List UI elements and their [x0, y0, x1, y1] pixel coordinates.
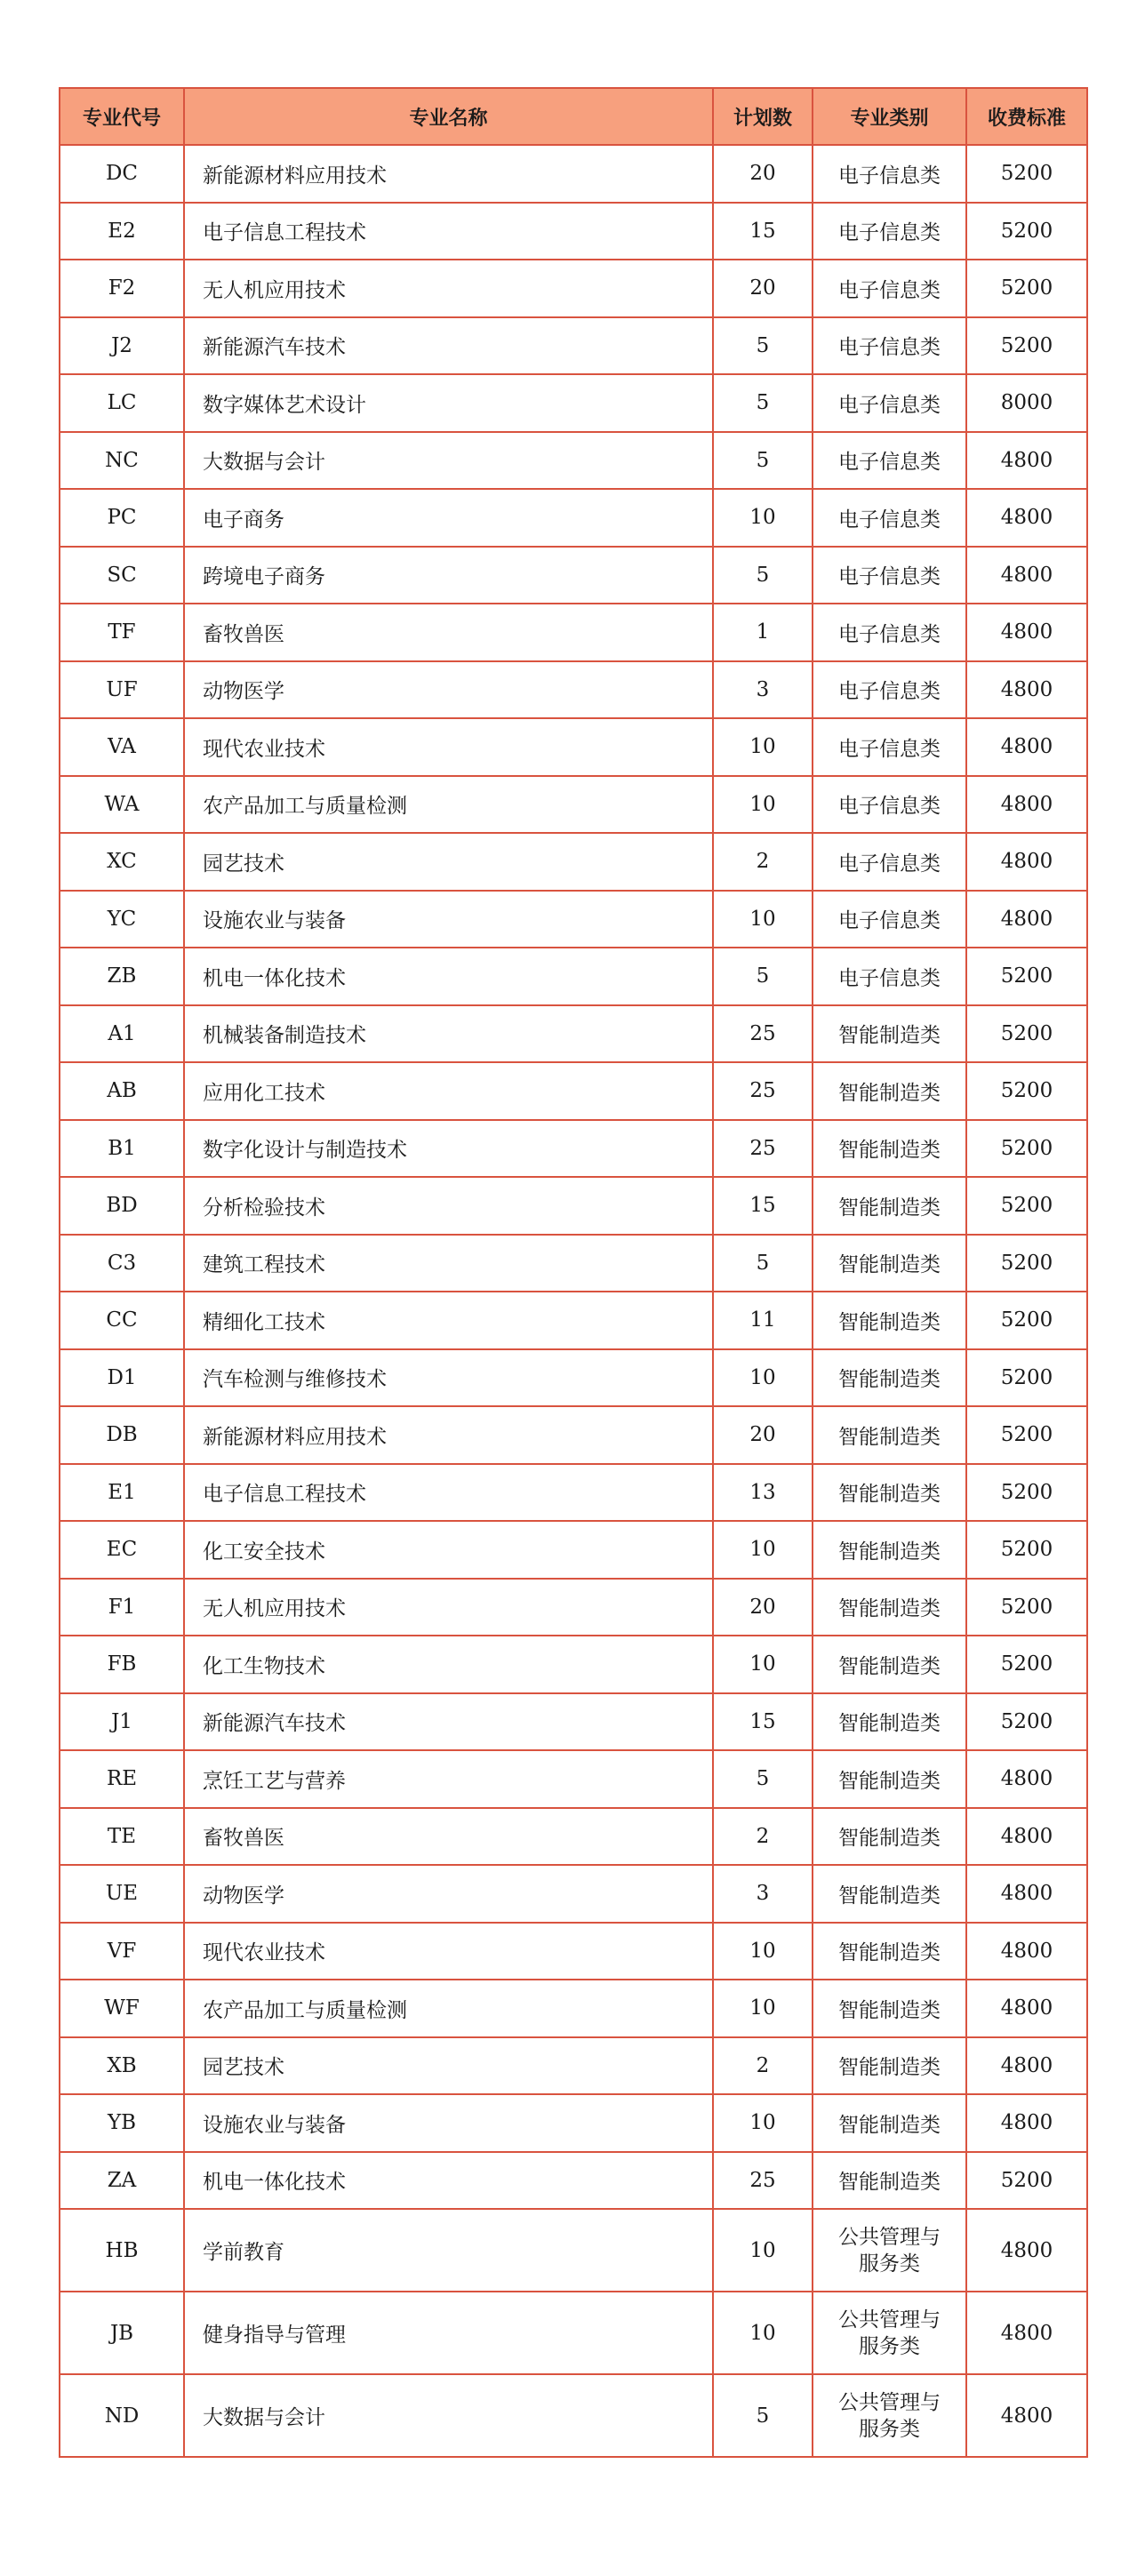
plan-count-cell: 10 — [713, 2292, 813, 2374]
category-cell: 智能制造类 — [813, 1808, 966, 1866]
major-code-cell: F1 — [60, 1579, 184, 1636]
plan-count-cell: 13 — [713, 1464, 813, 1522]
major-name-cell: 化工生物技术 — [184, 1636, 713, 1693]
plan-count-cell: 10 — [713, 776, 813, 834]
major-code-cell: TF — [60, 604, 184, 661]
table-row — [60, 2152, 1087, 2210]
plan-count-cell: 20 — [713, 1579, 813, 1636]
tuition-cell: 4800 — [966, 1808, 1087, 1866]
category-cell: 电子信息类 — [813, 833, 966, 891]
tuition-cell: 5200 — [966, 1406, 1087, 1464]
table-row — [60, 948, 1087, 1005]
major-code-cell: VF — [60, 1923, 184, 1980]
major-name-cell: 数字媒体艺术设计 — [184, 374, 713, 432]
major-name-cell: 数字化设计与制造技术 — [184, 1120, 713, 1178]
major-code-cell: FB — [60, 1636, 184, 1693]
category-cell: 智能制造类 — [813, 2152, 966, 2210]
major-code-cell: XC — [60, 833, 184, 891]
table-row — [60, 604, 1087, 661]
category-line-2: 服务类 — [859, 2334, 920, 2358]
category-cell: 智能制造类 — [813, 1120, 966, 1178]
table-row — [60, 1980, 1087, 2037]
category-cell: 智能制造类 — [813, 1923, 966, 1980]
category-line-1: 公共管理与 — [838, 2390, 941, 2414]
table-row — [60, 2209, 1087, 2292]
tuition-cell: 4800 — [966, 547, 1087, 604]
major-table-container — [59, 87, 1086, 2458]
plan-count-cell: 5 — [713, 948, 813, 1005]
major-name-cell: 跨境电子商务 — [184, 547, 713, 604]
plan-count-cell: 3 — [713, 661, 813, 719]
major-name-cell: 汽车检测与维修技术 — [184, 1349, 713, 1407]
tuition-cell: 5200 — [966, 1120, 1087, 1178]
category-cell: 电子信息类 — [813, 489, 966, 547]
category-cell — [813, 2292, 966, 2374]
category-cell: 智能制造类 — [813, 1177, 966, 1235]
major-code-cell: YB — [60, 2094, 184, 2152]
category-cell: 智能制造类 — [813, 2094, 966, 2152]
tuition-cell: 4800 — [966, 2292, 1087, 2374]
category-cell: 智能制造类 — [813, 1464, 966, 1522]
tuition-cell: 4800 — [966, 776, 1087, 834]
table-row — [60, 1292, 1087, 1349]
major-code-cell: JB — [60, 2292, 184, 2374]
major-code-cell: CC — [60, 1292, 184, 1349]
category-cell: 智能制造类 — [813, 1693, 966, 1751]
tuition-cell: 5200 — [966, 1693, 1087, 1751]
table-row — [60, 1349, 1087, 1407]
category-cell: 电子信息类 — [813, 374, 966, 432]
table-row — [60, 776, 1087, 834]
category-cell: 电子信息类 — [813, 776, 966, 834]
major-code-cell: UF — [60, 661, 184, 719]
plan-count-cell: 20 — [713, 145, 813, 203]
major-name-cell: 无人机应用技术 — [184, 1579, 713, 1636]
major-name-cell: 设施农业与装备 — [184, 2094, 713, 2152]
plan-count-cell: 25 — [713, 1120, 813, 1178]
tuition-cell: 5200 — [966, 1464, 1087, 1522]
major-code-cell: ND — [60, 2374, 184, 2457]
major-code-cell: SC — [60, 547, 184, 604]
major-name-cell: 大数据与会计 — [184, 2374, 713, 2457]
major-code-cell: E1 — [60, 1464, 184, 1522]
table-row — [60, 2037, 1087, 2095]
major-name-cell: 新能源汽车技术 — [184, 317, 713, 375]
major-code-cell: D1 — [60, 1349, 184, 1407]
table-row — [60, 203, 1087, 260]
major-code-cell: WF — [60, 1980, 184, 2037]
category-line-2: 服务类 — [859, 2252, 920, 2276]
major-name-cell: 建筑工程技术 — [184, 1235, 713, 1292]
plan-count-cell: 2 — [713, 833, 813, 891]
tuition-cell: 5200 — [966, 2152, 1087, 2210]
major-name-cell: 畜牧兽医 — [184, 604, 713, 661]
plan-count-cell: 5 — [713, 374, 813, 432]
category-cell: 智能制造类 — [813, 1636, 966, 1693]
major-name-cell: 烹饪工艺与营养 — [184, 1750, 713, 1808]
tuition-cell: 4800 — [966, 833, 1087, 891]
table-row — [60, 2094, 1087, 2152]
major-code-cell: F2 — [60, 260, 184, 317]
table-row — [60, 2374, 1087, 2457]
major-name-cell: 无人机应用技术 — [184, 260, 713, 317]
major-code-cell: XB — [60, 2037, 184, 2095]
tuition-cell: 5200 — [966, 1235, 1087, 1292]
plan-count-cell: 2 — [713, 1808, 813, 1866]
major-code-cell: A1 — [60, 1005, 184, 1063]
table-row — [60, 1177, 1087, 1235]
table-row — [60, 260, 1087, 317]
table-row — [60, 489, 1087, 547]
category-cell — [813, 2209, 966, 2292]
major-code-cell: HB — [60, 2209, 184, 2292]
major-code-cell: YC — [60, 891, 184, 948]
tuition-cell: 4800 — [966, 891, 1087, 948]
table-row — [60, 374, 1087, 432]
header-major-name: 专业名称 — [184, 88, 713, 145]
plan-count-cell: 10 — [713, 718, 813, 776]
major-name-cell: 新能源材料应用技术 — [184, 145, 713, 203]
major-code-cell: LC — [60, 374, 184, 432]
major-code-cell: C3 — [60, 1235, 184, 1292]
major-code-cell: ZB — [60, 948, 184, 1005]
tuition-cell: 5200 — [966, 260, 1087, 317]
plan-count-cell: 20 — [713, 1406, 813, 1464]
table-row — [60, 1521, 1087, 1579]
category-cell: 智能制造类 — [813, 1750, 966, 1808]
plan-count-cell: 10 — [713, 489, 813, 547]
table-row — [60, 1693, 1087, 1751]
table-row — [60, 2292, 1087, 2374]
major-code-cell: EC — [60, 1521, 184, 1579]
category-cell: 电子信息类 — [813, 661, 966, 719]
major-code-cell: TE — [60, 1808, 184, 1866]
plan-count-cell: 25 — [713, 1062, 813, 1120]
tuition-cell: 8000 — [966, 374, 1087, 432]
plan-count-cell: 10 — [713, 891, 813, 948]
table-row — [60, 1636, 1087, 1693]
plan-count-cell: 15 — [713, 1693, 813, 1751]
table-body — [60, 145, 1087, 2457]
table-row — [60, 718, 1087, 776]
table-row — [60, 1750, 1087, 1808]
table-row — [60, 145, 1087, 203]
category-cell: 电子信息类 — [813, 891, 966, 948]
tuition-cell: 4800 — [966, 1865, 1087, 1923]
major-code-cell: B1 — [60, 1120, 184, 1178]
category-cell: 智能制造类 — [813, 2037, 966, 2095]
tuition-cell: 5200 — [966, 1005, 1087, 1063]
category-cell: 智能制造类 — [813, 1521, 966, 1579]
category-line-1: 公共管理与 — [838, 2225, 941, 2249]
category-cell: 智能制造类 — [813, 1292, 966, 1349]
tuition-cell: 4800 — [966, 432, 1087, 490]
category-cell: 电子信息类 — [813, 203, 966, 260]
major-name-cell: 机电一体化技术 — [184, 948, 713, 1005]
plan-count-cell: 10 — [713, 2094, 813, 2152]
major-name-cell: 农产品加工与质量检测 — [184, 776, 713, 834]
header-plan-count: 计划数 — [713, 88, 813, 145]
tuition-cell: 4800 — [966, 604, 1087, 661]
tuition-cell: 4800 — [966, 1923, 1087, 1980]
plan-count-cell: 25 — [713, 2152, 813, 2210]
plan-count-cell: 5 — [713, 1750, 813, 1808]
major-code-cell: BD — [60, 1177, 184, 1235]
major-table — [59, 87, 1088, 2458]
tuition-cell: 5200 — [966, 1521, 1087, 1579]
plan-count-cell: 5 — [713, 2374, 813, 2457]
major-code-cell: PC — [60, 489, 184, 547]
major-code-cell: NC — [60, 432, 184, 490]
table-row — [60, 317, 1087, 375]
tuition-cell: 4800 — [966, 489, 1087, 547]
category-cell: 电子信息类 — [813, 432, 966, 490]
plan-count-cell: 5 — [713, 317, 813, 375]
major-code-cell: AB — [60, 1062, 184, 1120]
category-cell: 智能制造类 — [813, 1579, 966, 1636]
major-code-cell: DB — [60, 1406, 184, 1464]
table-row — [60, 432, 1087, 490]
major-name-cell: 机电一体化技术 — [184, 2152, 713, 2210]
plan-count-cell: 5 — [713, 432, 813, 490]
header-tuition-fee: 收费标准 — [966, 88, 1087, 145]
major-name-cell: 电子信息工程技术 — [184, 1464, 713, 1522]
plan-count-cell: 10 — [713, 1980, 813, 2037]
tuition-cell: 4800 — [966, 718, 1087, 776]
major-code-cell: VA — [60, 718, 184, 776]
plan-count-cell: 5 — [713, 547, 813, 604]
table-row — [60, 1005, 1087, 1063]
tuition-cell: 4800 — [966, 2037, 1087, 2095]
category-cell: 电子信息类 — [813, 547, 966, 604]
plan-count-cell: 10 — [713, 1636, 813, 1693]
category-cell: 智能制造类 — [813, 1865, 966, 1923]
plan-count-cell: 3 — [713, 1865, 813, 1923]
major-name-cell: 健身指导与管理 — [184, 2292, 713, 2374]
major-code-cell: UE — [60, 1865, 184, 1923]
major-name-cell: 机械装备制造技术 — [184, 1005, 713, 1063]
major-name-cell: 电子信息工程技术 — [184, 203, 713, 260]
major-name-cell: 设施农业与装备 — [184, 891, 713, 948]
major-name-cell: 学前教育 — [184, 2209, 713, 2292]
plan-count-cell: 2 — [713, 2037, 813, 2095]
table-row — [60, 661, 1087, 719]
table-row — [60, 1808, 1087, 1866]
table-row — [60, 1865, 1087, 1923]
tuition-cell: 5200 — [966, 1579, 1087, 1636]
category-cell: 智能制造类 — [813, 1349, 966, 1407]
major-name-cell: 电子商务 — [184, 489, 713, 547]
table-row — [60, 547, 1087, 604]
major-name-cell: 新能源汽车技术 — [184, 1693, 713, 1751]
category-cell: 电子信息类 — [813, 604, 966, 661]
tuition-cell: 4800 — [966, 2094, 1087, 2152]
major-name-cell: 现代农业技术 — [184, 718, 713, 776]
major-name-cell: 农产品加工与质量检测 — [184, 1980, 713, 2037]
category-cell — [813, 2374, 966, 2457]
tuition-cell: 5200 — [966, 1349, 1087, 1407]
plan-count-cell: 15 — [713, 1177, 813, 1235]
category-cell: 电子信息类 — [813, 948, 966, 1005]
table-row — [60, 1062, 1087, 1120]
table-row — [60, 891, 1087, 948]
table-row — [60, 1235, 1087, 1292]
category-cell: 智能制造类 — [813, 1235, 966, 1292]
major-name-cell: 园艺技术 — [184, 833, 713, 891]
tuition-cell: 4800 — [966, 1750, 1087, 1808]
category-line-1: 公共管理与 — [838, 2308, 941, 2332]
plan-count-cell: 20 — [713, 260, 813, 317]
plan-count-cell: 11 — [713, 1292, 813, 1349]
category-cell: 电子信息类 — [813, 145, 966, 203]
category-cell: 智能制造类 — [813, 1406, 966, 1464]
plan-count-cell: 1 — [713, 604, 813, 661]
tuition-cell: 5200 — [966, 145, 1087, 203]
tuition-cell: 4800 — [966, 661, 1087, 719]
plan-count-cell: 5 — [713, 1235, 813, 1292]
tuition-cell: 5200 — [966, 1177, 1087, 1235]
tuition-cell: 5200 — [966, 1292, 1087, 1349]
tuition-cell: 4800 — [966, 2209, 1087, 2292]
major-code-cell: DC — [60, 145, 184, 203]
major-code-cell: J1 — [60, 1693, 184, 1751]
tuition-cell: 5200 — [966, 203, 1087, 260]
major-name-cell: 大数据与会计 — [184, 432, 713, 490]
category-cell: 智能制造类 — [813, 1062, 966, 1120]
major-code-cell: J2 — [60, 317, 184, 375]
major-code-cell: WA — [60, 776, 184, 834]
table-row — [60, 1406, 1087, 1464]
plan-count-cell: 15 — [713, 203, 813, 260]
category-cell: 智能制造类 — [813, 1005, 966, 1063]
category-cell: 电子信息类 — [813, 718, 966, 776]
plan-count-cell: 10 — [713, 1521, 813, 1579]
header-major-category: 专业类别 — [813, 88, 966, 145]
major-code-cell: RE — [60, 1750, 184, 1808]
major-name-cell: 新能源材料应用技术 — [184, 1406, 713, 1464]
major-name-cell: 分析检验技术 — [184, 1177, 713, 1235]
major-name-cell: 畜牧兽医 — [184, 1808, 713, 1866]
major-name-cell: 动物医学 — [184, 661, 713, 719]
table-row — [60, 1464, 1087, 1522]
table-row — [60, 833, 1087, 891]
table-row — [60, 1120, 1087, 1178]
major-name-cell: 园艺技术 — [184, 2037, 713, 2095]
category-cell: 电子信息类 — [813, 317, 966, 375]
table-row — [60, 1579, 1087, 1636]
plan-count-cell: 25 — [713, 1005, 813, 1063]
major-name-cell: 精细化工技术 — [184, 1292, 713, 1349]
category-line-2: 服务类 — [859, 2417, 920, 2441]
major-name-cell: 应用化工技术 — [184, 1062, 713, 1120]
major-name-cell: 化工安全技术 — [184, 1521, 713, 1579]
tuition-cell: 5200 — [966, 1636, 1087, 1693]
major-code-cell: E2 — [60, 203, 184, 260]
major-name-cell: 动物医学 — [184, 1865, 713, 1923]
plan-count-cell: 10 — [713, 1349, 813, 1407]
table-header-row — [60, 88, 1087, 145]
plan-count-cell: 10 — [713, 1923, 813, 1980]
tuition-cell: 5200 — [966, 317, 1087, 375]
category-cell: 智能制造类 — [813, 1980, 966, 2037]
table-row — [60, 1923, 1087, 1980]
major-name-cell: 现代农业技术 — [184, 1923, 713, 1980]
header-major-code: 专业代号 — [60, 88, 184, 145]
tuition-cell: 5200 — [966, 948, 1087, 1005]
tuition-cell: 4800 — [966, 2374, 1087, 2457]
category-cell: 电子信息类 — [813, 260, 966, 317]
tuition-cell: 4800 — [966, 1980, 1087, 2037]
major-code-cell: ZA — [60, 2152, 184, 2210]
plan-count-cell: 10 — [713, 2209, 813, 2292]
tuition-cell: 5200 — [966, 1062, 1087, 1120]
